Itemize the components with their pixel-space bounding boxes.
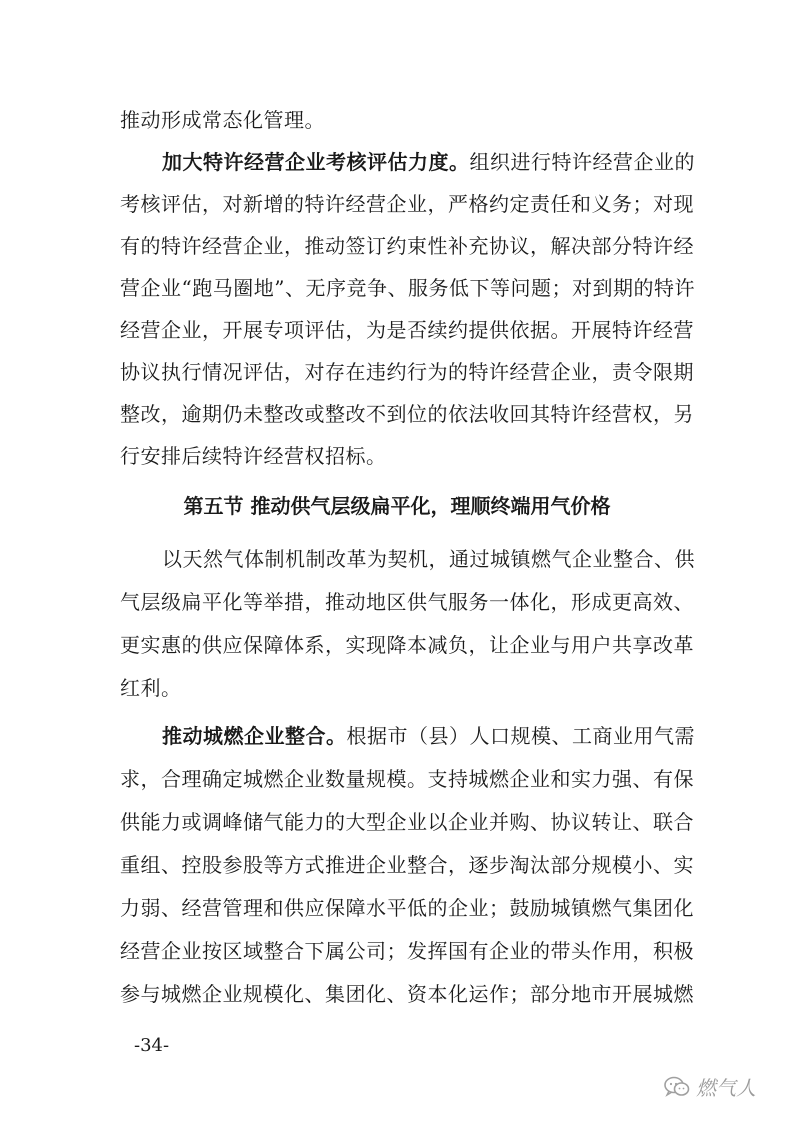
bold-lead: 加大特许经营企业考核评估力度。 xyxy=(162,150,470,174)
text-line: 红利。 xyxy=(120,676,182,700)
text-run: 根据市（县）人口规模、工商业用气需 xyxy=(346,724,695,748)
text-line: 力弱、经营管理和供应保障水平低的企业；鼓励城镇燃气集团化 xyxy=(120,896,694,920)
text-run: 组织进行特许经营企业的 xyxy=(469,150,695,174)
text-line: 气层级扁平化等举措，推动地区供气服务一体化，形成更高效、 xyxy=(120,590,694,614)
text-line: 求，合理确定城燃企业数量规模。支持城燃企业和实力强、有保 xyxy=(120,767,694,791)
text-line: 经营企业按区域整合下属公司；发挥国有企业的带头作用，积极 xyxy=(120,939,694,963)
text-line: 整改，逾期仍未整改或整改不到位的依法收回其特许经营权，另 xyxy=(120,402,694,426)
chat-bubble-icon xyxy=(664,1076,690,1098)
text-line: 参与城燃企业规模化、集团化、资本化运作；部分地市开展城燃 xyxy=(120,982,694,1006)
paragraph-first-line xyxy=(162,148,695,176)
page-number: -34- xyxy=(134,1035,170,1056)
section-heading: 第五节 推动供气层级扁平化，理顺终端用气价格 xyxy=(183,494,611,518)
text-line: 协议执行情况评估，对存在违约行为的特许经营企业，责令限期 xyxy=(120,360,694,384)
text-line: 推动形成常态化管理。 xyxy=(120,108,325,132)
text-line: 有的特许经营企业，推动签订约束性补充协议，解决部分特许经 xyxy=(120,234,694,258)
bold-lead: 推动城燃企业整合。 xyxy=(162,724,347,748)
text-line: 以天然气体制机制改革为契机，通过城镇燃气企业整合、供 xyxy=(162,547,695,571)
text-line: 重组、控股参股等方式推进企业整合，逐步淘汰部分规模小、实 xyxy=(120,853,694,877)
watermark xyxy=(664,1072,756,1101)
text-line: 供能力或调峰储气能力的大型企业以企业并购、协议转让、联合 xyxy=(120,810,694,834)
text-line: 营企业“跑马圈地”、无序竞争、服务低下等问题；对到期的特许 xyxy=(120,276,695,300)
text-line: 更实惠的供应保障体系，实现降本减负，让企业与用户共享改革 xyxy=(120,633,694,657)
text-line: 考核评估，对新增的特许经营企业，严格约定责任和义务；对现 xyxy=(120,192,694,216)
text-line: 行安排后续特许经营权招标。 xyxy=(120,444,387,468)
paragraph-first-line xyxy=(162,722,695,750)
text-line: 经营企业，开展专项评估，为是否续约提供依据。开展特许经营 xyxy=(120,318,694,342)
watermark-label: 燃气人 xyxy=(696,1076,756,1100)
